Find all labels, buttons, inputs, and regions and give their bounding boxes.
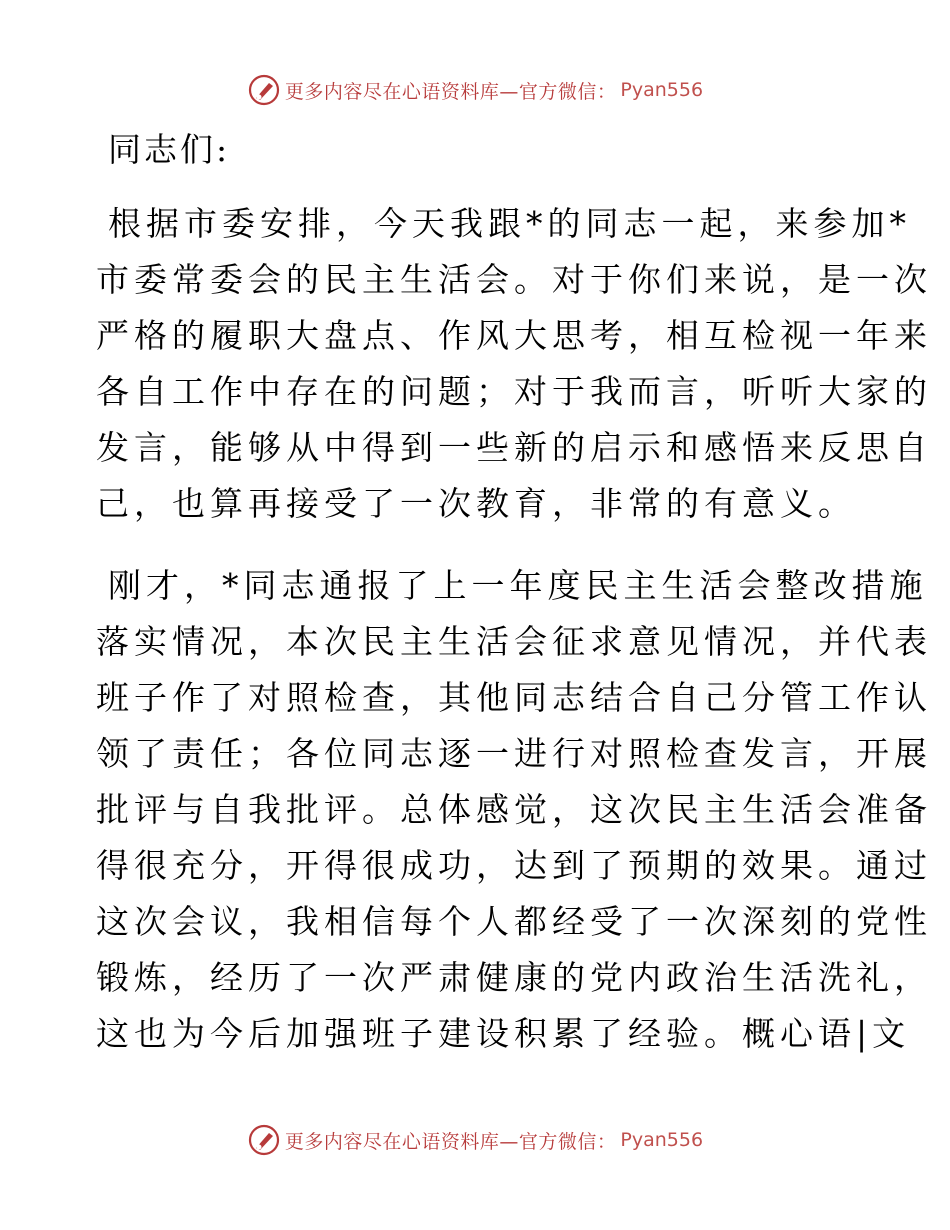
salutation: 同志们:: [108, 130, 231, 169]
pen-logo-icon: [247, 1123, 281, 1157]
paragraph-line: 刚才，*同志通报了上一年度民主生活会整改措施: [108, 566, 928, 605]
paragraph-2: [0, 558, 950, 1062]
footer-banner-text: 更多内容尽在心语资料库—官方微信：: [284, 1130, 617, 1153]
paragraph-line: 各自工作中存在的问题；对于我而言，听听大家的: [96, 372, 932, 411]
paragraph-line: 这次会议，我相信每个人都经受了一次深刻的党性: [96, 902, 932, 941]
footer-wechat-id: Pyan556: [620, 1129, 704, 1151]
paragraph-1: [0, 196, 950, 532]
paragraph-line: 严格的履职大盘点、作风大思考，相互检视一年来: [96, 316, 932, 355]
header-banner: [0, 70, 950, 110]
paragraph-line: 根据市委安排，今天我跟*的同志一起，来参加*: [108, 204, 911, 243]
paragraph-line: 班子作了对照检查，其他同志结合自己分管工作认: [96, 678, 932, 717]
paragraph-line: 落实情况，本次民主生活会征求意见情况，并代表: [96, 622, 932, 661]
paragraph-line: 这也为今后加强班子建设积累了经验。概心语|文: [96, 1014, 911, 1053]
paragraph-line: 市委常委会的民主生活会。对于你们来说，是一次: [96, 260, 932, 299]
paragraph-line: 批评与自我批评。总体感觉，这次民主生活会准备: [96, 790, 932, 829]
paragraph-line: 领了责任；各位同志逐一进行对照检查发言，开展: [96, 734, 932, 773]
paragraph-line: 得很充分，开得很成功，达到了预期的效果。通过: [96, 846, 932, 885]
header-wechat-id: Pyan556: [620, 79, 704, 101]
header-banner-text: 更多内容尽在心语资料库—官方微信：: [284, 80, 617, 103]
paragraph-line: 己，也算再接受了一次教育，非常的有意义。: [96, 484, 856, 523]
pen-logo-icon: [247, 73, 281, 107]
header-banner-content: [247, 73, 703, 107]
paragraph-line: 发言，能够从中得到一些新的启示和感悟来反思自: [96, 428, 932, 467]
footer-banner: [0, 1120, 950, 1160]
paragraph-line: 锻炼，经历了一次严肃健康的党内政治生活洗礼，: [96, 958, 932, 997]
footer-banner-content: [247, 1123, 703, 1157]
